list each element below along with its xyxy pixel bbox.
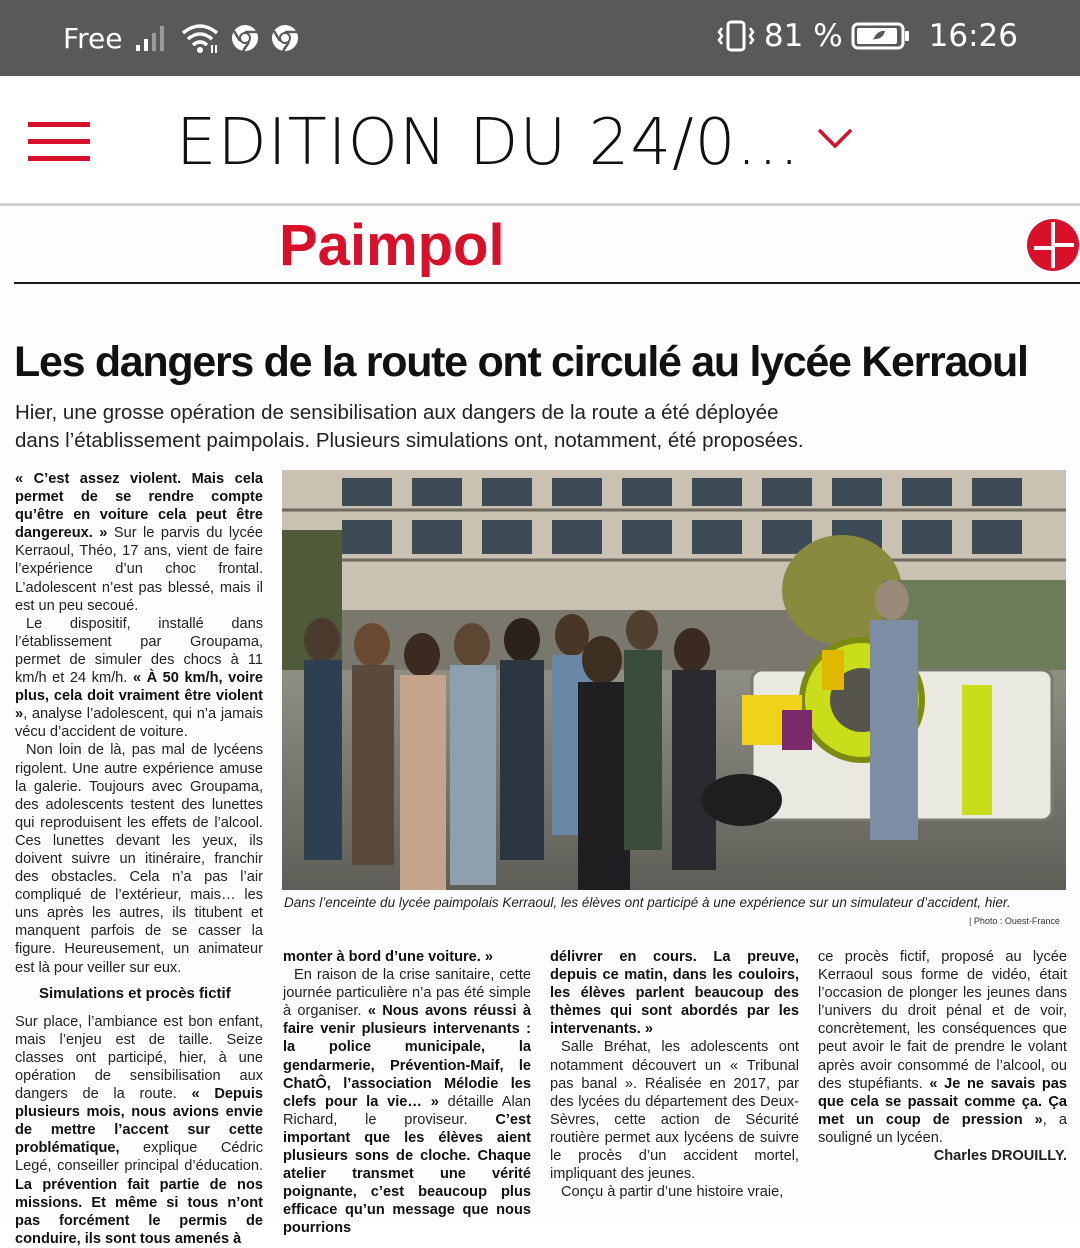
paragraph <box>283 948 531 966</box>
menu-icon[interactable] <box>28 122 90 162</box>
standfirst-line: Hier, une grosse opération de sensibilisation aux dangers de la route a été déployée <box>15 401 779 424</box>
body-text: Sur place, l’ambiance est bon enfant, mais l’enjeu est de taille. Seize classes ont participé, hier, à une opération de sensibilisation aux dangers de la route. <box>15 1013 263 1103</box>
paragraph: Non loin de là, pas mal de lycéens rigolent. Une autre expérience amuse la galerie. Toujours avec Groupama, des adolescents testent des lunettes qui reproduisent les effets de l’alcool. Ces lunettes devant les yeux, ils doivent suivre un itinéraire, franchir des obstacles. Cela n’a pas l’air compliqué de l’extérieur, mais… les uns après les autres, ils titubent et manquent parfois de se casser la figure. Heureusement, un animateur est là pour veiller sur eux. <box>15 742 263 976</box>
vibrate-icon <box>716 19 756 53</box>
quote-text: monter à bord d’une voiture. » <box>283 949 494 965</box>
carrier-name: Free <box>63 22 123 55</box>
body-text: , a souligné un lycéen. <box>818 1111 1068 1146</box>
edition-title[interactable]: EDITION DU 24/0... <box>176 106 801 180</box>
wifi-icon <box>180 21 220 55</box>
paragraph <box>283 966 531 1237</box>
quote-text: « À 50 km/h, voire plus, cela doit vraiment être violent » <box>15 670 263 723</box>
article-column-3 <box>550 948 799 1201</box>
quote-text: délivrer en cours. La preuve, depuis ce matin, dans les couloirs, les élèves parlent beaucoup des thèmes qui sont abordés par les intervenants. » <box>550 949 799 1038</box>
body-text: En raison de la crise sanitaire, cette journée particulière n’a pas été simple à organiser. <box>283 967 531 1020</box>
app-header <box>0 76 1080 206</box>
section-divider <box>14 282 1080 284</box>
photo-credit: | Photo : Ouest-France <box>969 916 1060 926</box>
paragraph <box>15 470 263 615</box>
article-column-2 <box>283 948 531 1238</box>
photo-caption: Dans l’enceinte du lycée paimpolais Kerraoul, les élèves ont participé à une expérience sur un simulateur d’accident, hier. <box>284 895 1011 910</box>
body-text: explique Cédric Legé, conseiller principal d’éducation. <box>15 1140 263 1175</box>
quote-text: C’est important que les élèves aient plusieurs sons de cloche. Chaque atelier transmet une vérité poignante, c’est beaucoup plus efficace qu’un message que nous pourrions <box>283 1111 531 1237</box>
paragraph: Salle Bréhat, les adolescents ont notamment découvert un « Tribunal pas banal ». Réalisée en 2017, par des lycées du département des Deux-Sèvres, cette action de Sécurité routière permet aux lycéens de suivre le procès d’un accident mortel, impliquant des jeunes. <box>550 1039 799 1183</box>
article-subtitle: Simulations et procès fictif <box>39 984 231 1002</box>
chevron-down-icon[interactable] <box>815 124 855 154</box>
battery-icon <box>851 21 911 51</box>
section-name: Paimpol <box>279 213 505 278</box>
quote-text: « Je ne savais pas que cela se passait comme ça. Ça met un coup de pression » <box>818 1075 1067 1128</box>
status-icons-right <box>716 18 1018 54</box>
paragraph: Conçu à partir d’une histoire vraie, <box>561 1184 784 1201</box>
body-text: Sur le parvis du lycée Kerraoul, Théo, 17 ans, vient de faire l’expérience d’un choc frontal. L’adolescent n’est pas blessé, mais il est un peu secoué. <box>15 525 264 614</box>
body-text: Le dispositif, installé dans l’établissement par Groupama, permet de simuler des chocs à 11 km/h et 24 km/h. <box>15 615 263 687</box>
article-column-1 <box>15 470 263 1248</box>
paragraph <box>15 1013 263 1248</box>
quote-text: « C’est assez violent. Mais cela permet de se rendre compte qu’être en voiture cela peut être dangereux. » <box>15 471 263 542</box>
body-text: détaille Alan Richard, le proviseur. <box>283 1093 531 1128</box>
body-text: ce procès fictif, proposé au lycée Kerraoul sous forme de vidéo, était l’occasion de plonger les jeunes dans l’univers du droit pénal et de voir, concrètement, les conséquences que peut avoir le fait de prendre le volant après avoir consommé de l’alcool, ou des stupéfiants. <box>818 949 1067 1092</box>
article-standfirst <box>15 399 895 455</box>
clock: 16:26 <box>928 18 1018 54</box>
paragraph <box>15 615 263 742</box>
status-bar <box>0 0 1080 76</box>
article-column-4 <box>818 948 1067 1165</box>
status-icons-left <box>134 20 300 56</box>
article-headline: Les dangers de la route ont circulé au lycée Kerraoul <box>14 338 1028 386</box>
author-signature: Charles DROUILLY. <box>933 1148 1067 1165</box>
standfirst-line: dans l’établissement paimpolais. Plusieurs simulations ont, notamment, été proposées. <box>15 429 804 452</box>
ouest-france-logo-icon <box>1026 218 1080 272</box>
chrome-icon <box>270 23 300 53</box>
paragraph <box>818 948 1067 1147</box>
body-text: , analyse l’adolescent, qui n’a jamais vécu d’accident de voiture. <box>15 706 263 741</box>
article-photo <box>282 470 1066 890</box>
chrome-icon <box>230 23 260 53</box>
quote-text: « Depuis plusieurs mois, nous avions envie de mettre l’accent sur cette problématique, <box>15 1086 264 1157</box>
signal-icon <box>134 23 170 53</box>
quote-text: La prévention fait partie de nos missions. Et même si tous n’ont pas forcément le permis de conduire, ils sont tous amenés à <box>15 1176 263 1247</box>
paragraph <box>550 948 799 1038</box>
quote-text: « Nous avons réussi à faire venir plusieurs intervenants : la police municipale, la gendarmerie, Prévention-Maif, le ChatÔ, l’association Mélodie les clefs pour la vie… » <box>283 1003 531 1110</box>
battery-percent: 81 % <box>763 18 843 54</box>
newspaper-page[interactable] <box>0 206 1080 1247</box>
